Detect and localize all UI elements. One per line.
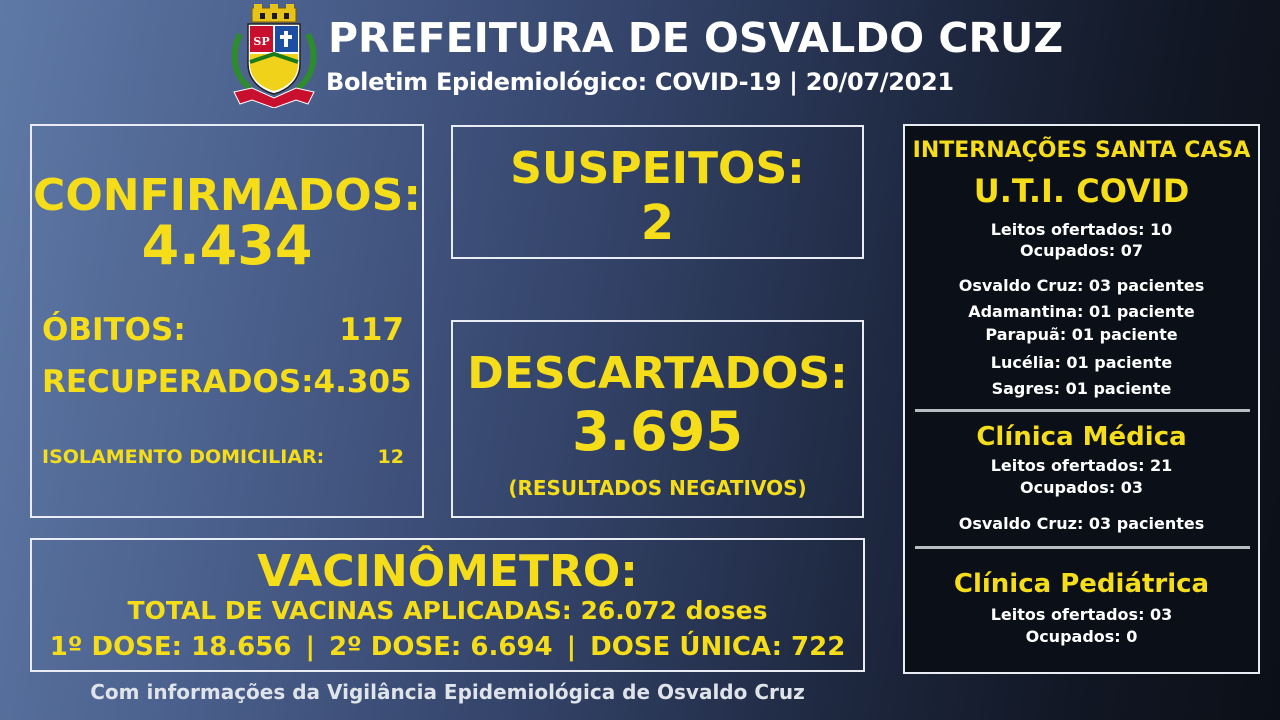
vaccine-total: TOTAL DE VACINAS APLICADAS: 26.072 doses (127, 596, 768, 625)
confirmed-label: CONFIRMADOS: (33, 170, 421, 221)
icu-patient-city: Parapuã: 01 paciente (985, 325, 1178, 344)
dose1-value: 1º DOSE: 18.656 (49, 632, 292, 662)
vaccine-label: VACINÔMETRO: (257, 546, 638, 597)
section-divider (915, 409, 1250, 412)
icu-beds-occupied: Ocupados: 07 (1020, 241, 1143, 260)
hospitalizations-title: INTERNAÇÕES SANTA CASA (912, 138, 1251, 163)
home-isolation-value: 12 (377, 446, 404, 468)
footer-source-note: Com informações da Vigilância Epidemiológica de Osvaldo Cruz (90, 680, 805, 704)
medical-beds-offered: Leitos ofertados: 21 (990, 456, 1173, 475)
icu-beds-offered: Leitos ofertados: 10 (990, 220, 1173, 239)
crest-letters: SP (253, 35, 270, 48)
deaths-label: ÓBITOS: (42, 312, 186, 348)
medical-beds-occupied: Ocupados: 03 (1020, 478, 1143, 497)
icu-patient-city: Adamantina: 01 paciente (968, 302, 1195, 321)
pediatric-beds-occupied: Ocupados: 0 (1025, 627, 1138, 646)
dose-separator: | (305, 632, 315, 662)
dose-separator: | (566, 632, 577, 662)
discarded-value: 3.695 (572, 400, 743, 463)
icu-patient-city: Osvaldo Cruz: 03 pacientes (958, 276, 1205, 295)
deaths-row (42, 312, 404, 348)
vaccine-doses-row (32, 632, 863, 662)
pediatric-clinic-title: Clínica Pediátrica (953, 569, 1210, 599)
discarded-note: (RESULTADOS NEGATIVOS) (508, 476, 807, 500)
deaths-value: 117 (339, 312, 404, 348)
page-subtitle: Boletim Epidemiológico: COVID-19 | 20/07/2021 (326, 68, 954, 96)
medical-clinic-title: Clínica Médica (976, 422, 1187, 452)
icu-title: U.T.I. COVID (973, 172, 1190, 210)
single-dose-value: DOSE ÚNICA: 722 (590, 632, 846, 662)
hospitalizations-panel (903, 124, 1260, 674)
recovered-value: 4.305 (313, 364, 412, 400)
municipal-crest-logo (230, 4, 318, 108)
vaccine-panel (30, 538, 865, 672)
suspects-panel (451, 125, 864, 259)
home-isolation-row (42, 446, 404, 468)
discarded-label: DESCARTADOS: (467, 348, 848, 399)
dose2-value: 2º DOSE: 6.694 (328, 632, 553, 662)
pediatric-beds-offered: Leitos ofertados: 03 (990, 605, 1173, 624)
page-title: PREFEITURA DE OSVALDO CRUZ (328, 14, 1064, 62)
icu-patient-city: Sagres: 01 paciente (991, 379, 1172, 398)
discarded-panel (451, 320, 864, 518)
suspects-label: SUSPEITOS: (510, 143, 805, 194)
suspects-value: 2 (640, 195, 675, 251)
icu-patient-city: Lucélia: 01 paciente (990, 353, 1173, 372)
confirmed-value: 4.434 (141, 214, 313, 277)
home-isolation-label: ISOLAMENTO DOMICILIAR: (42, 446, 325, 468)
confirmed-panel (30, 124, 424, 518)
recovered-label: RECUPERADOS: (42, 364, 314, 400)
medical-patient-city: Osvaldo Cruz: 03 pacientes (958, 514, 1205, 533)
section-divider (915, 546, 1250, 549)
recovered-row (42, 364, 412, 400)
